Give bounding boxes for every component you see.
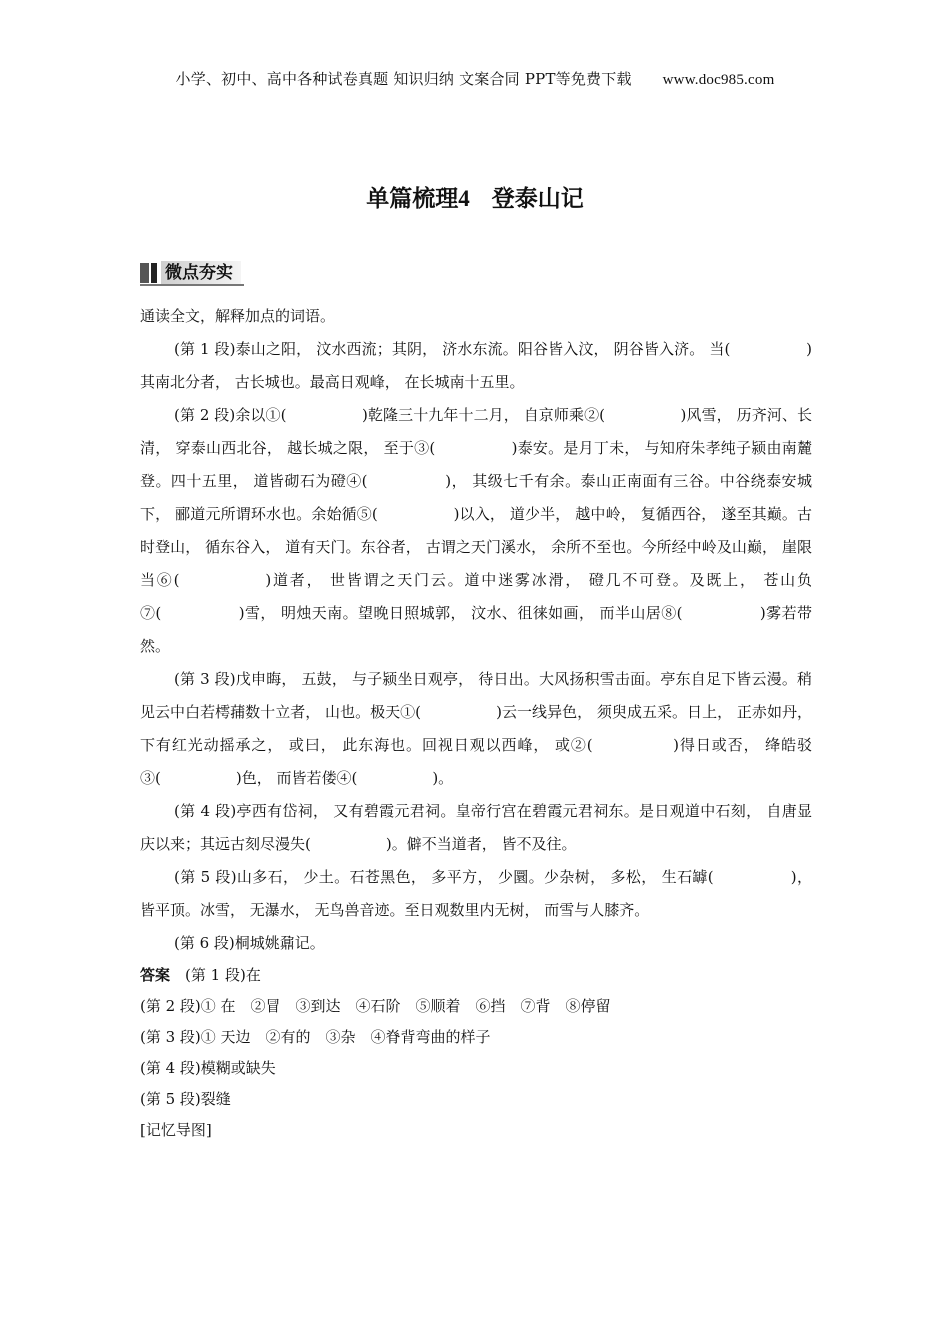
paragraph-3: (第 3 段)戊申晦， 五鼓， 与子颍坐日观亭， 待日出。大风扬积雪击面。亭东自足下皆云漫。稍见云中白若樗蒱数十立者， 山也。极天①( )云一线异色， 须臾成五采。日上， 正赤如丹， 下有红光动摇承之， 或曰， 此东海也。回视日观以西峰， 或②( )得日或否， 绛皓驳③( )色， 而皆若偻④( )。: [140, 670, 812, 787]
paragraph-2: (第 2 段)余以①( )乾隆三十九年十二月， 自京师乘②( )风雪， 历齐河、长清， 穿泰山西北谷， 越长城之限， 至于③( )泰安。是月丁未， 与知府朱孝纯子颍由南麓登。四十五里， 道皆砌石为磴④( )， 其级七千有余。泰山正南面有三谷。中谷绕泰安城下， 郦道元所谓环水也。余始循⑤( )以入， 道少半， 越中岭， 复循西谷， 遂至其巅。古时登山， 循东谷入， 道有天门。东谷者， 古谓之天门溪水， 余所不至也。今所经中岭及山巅， 崖限当⑥( )道者， 世皆谓之天门云。道中迷雾冰滑， 磴几不可登。及既上， 苍山负⑦( )雪， 明烛天南。望晚日照城郭， 汶水、徂徕如画， 而半山居⑧( )雾若带然。: [140, 406, 812, 655]
answer-header: [140, 960, 812, 991]
title-prefix: 单篇梳理: [366, 186, 459, 212]
header-banner: 小学、初中、高中各种试卷真题 知识归纳 文案合同 PPT等免费下载: [175, 70, 632, 88]
paragraph-5: (第 5 段)山多石， 少土。石苍黑色， 多平方， 少圜。少杂树， 多松， 生石罅( )， 皆平顶。冰雪， 无瀑水， 无鸟兽音迹。至日观数里内无树， 而雪与人膝齐。: [140, 868, 812, 919]
answer-item: (第 2 段)① 在 ②冒 ③到达 ④石阶 ⑤顺着 ⑥挡 ⑦背 ⑧停留: [140, 997, 611, 1015]
instruction-text: 通读全文，解释加点的词语。: [140, 307, 336, 325]
mindmap-label: [记忆导图]: [140, 1121, 212, 1139]
paragraph-1: (第 1 段)泰山之阳， 汶水西流；其阴， 济水东流。阳谷皆入汶， 阴谷皆入济。 当( )其南北分者， 古长城也。最高日观峰， 在长城南十五里。: [140, 340, 812, 391]
answer-item: (第 4 段)模糊或缺失: [140, 1059, 276, 1077]
page-header: [0, 68, 950, 89]
section-marker-icon: [140, 263, 157, 283]
main-content: [140, 300, 812, 1146]
section-heading: [140, 261, 244, 285]
page-title: [0, 180, 950, 213]
section-divider: [140, 284, 244, 286]
header-url[interactable]: www.doc985.com: [662, 72, 775, 88]
section-label: 微点夯实: [161, 261, 241, 285]
title-number: 4: [458, 186, 470, 211]
paragraph-6: (第 6 段)桐城姚鼐记。: [174, 934, 325, 952]
answer-label: 答案: [140, 966, 171, 984]
answer-item: (第 3 段)① 天边 ②有的 ③杂 ④脊背弯曲的样子: [140, 1028, 491, 1046]
title-name: 登泰山记: [491, 186, 584, 212]
answer-item: (第 5 段)裂缝: [140, 1090, 231, 1108]
paragraph-4: (第 4 段)亭西有岱祠， 又有碧霞元君祠。皇帝行宫在碧霞元君祠东。是日观道中石刻， 自唐显庆以来；其远古刻尽漫失( )。僻不当道者， 皆不及往。: [140, 802, 812, 853]
answer-first: (第 1 段)在: [185, 966, 261, 984]
